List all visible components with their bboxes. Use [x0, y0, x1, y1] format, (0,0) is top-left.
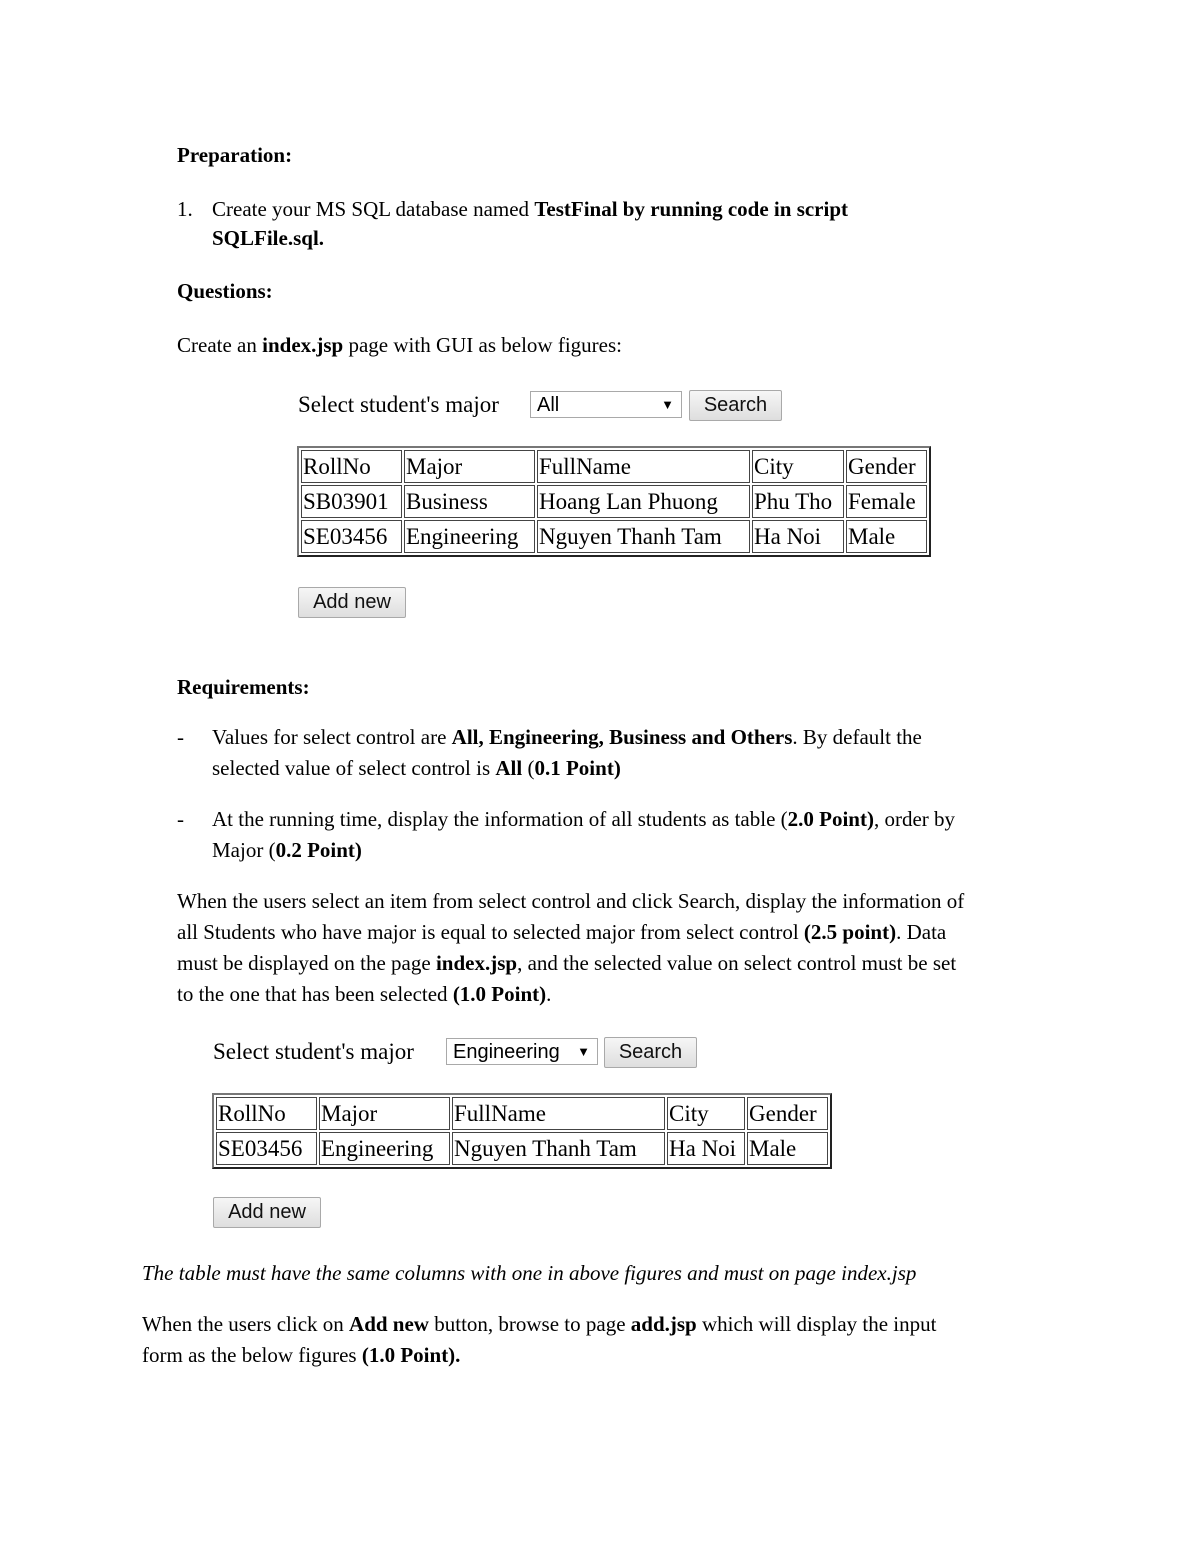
table-cell: Phu Tho	[752, 485, 844, 518]
table-cell: SE03456	[301, 520, 402, 553]
table-header-row	[301, 450, 927, 483]
add-paragraph-line-2: form as the below figures (1.0 Point).	[142, 1343, 461, 1367]
figure2-students-table	[212, 1093, 832, 1169]
requirement-1-line-2: selected value of select control is All (0.1 Point)	[212, 756, 621, 780]
table-header-cell: RollNo	[301, 450, 402, 483]
search-paragraph-line-1: When the users select an item from select control and click Search, display the information of	[177, 889, 965, 913]
add-paragraph-line-1: When the users click on Add new button, browse to page add.jsp which will display the input	[142, 1312, 937, 1336]
table-header-cell: Gender	[846, 450, 927, 483]
search-paragraph-line-4: to the one that has been selected (1.0 Point).	[177, 982, 552, 1006]
table-cell: Female	[846, 485, 927, 518]
search-paragraph-line-2: all Students who have major is equal to selected major from select control (2.5 point). Data	[177, 920, 947, 944]
table-cell: Engineering	[319, 1132, 450, 1165]
requirement-2-line-1: At the running time, display the information of all students as table (2.0 Point), order by	[212, 807, 956, 831]
table-header-cell: City	[752, 450, 844, 483]
figure2-select-value: Engineering	[453, 1041, 560, 1063]
table-cell: SE03456	[216, 1132, 317, 1165]
table-cell: Business	[404, 485, 535, 518]
requirement-bullet: -	[177, 807, 184, 831]
table-row	[301, 520, 927, 553]
figure2-select-label: Select student's major	[213, 1039, 414, 1064]
table-row	[301, 485, 927, 518]
chevron-down-icon: ▼	[661, 397, 674, 412]
requirements-heading: Requirements:	[177, 675, 310, 699]
table-cell: Engineering	[404, 520, 535, 553]
table-cell: Male	[846, 520, 927, 553]
table-header-cell: RollNo	[216, 1097, 317, 1130]
table-header-cell: FullName	[452, 1097, 665, 1130]
preparation-item-line-2: SQLFile.sql.	[212, 226, 325, 250]
table-header-cell: Major	[404, 450, 535, 483]
figure1-major-select[interactable]	[530, 391, 682, 418]
table-cell: Nguyen Thanh Tam	[452, 1132, 665, 1165]
table-cell: SB03901	[301, 485, 402, 518]
table-header-row	[216, 1097, 828, 1130]
table-row	[216, 1132, 828, 1165]
requirement-bullet: -	[177, 725, 184, 749]
figure2-search-button[interactable]: Search	[604, 1037, 697, 1068]
table-cell: Ha Noi	[752, 520, 844, 553]
figure1-select-value: All	[537, 394, 560, 416]
questions-heading: Questions:	[177, 279, 273, 303]
figure2-major-select[interactable]	[446, 1038, 598, 1065]
preparation-item-line-1: Create your MS SQL database named TestFinal by running code in script	[212, 197, 849, 221]
italic-note: The table must have the same columns with one in above figures and must on page index.jsp	[142, 1261, 917, 1285]
preparation-heading: Preparation:	[177, 143, 293, 167]
questions-text: Create an index.jsp page with GUI as below figures:	[177, 333, 622, 357]
search-paragraph-line-3: must be displayed on the page index.jsp, and the selected value on select control must be set	[177, 951, 957, 975]
table-header-cell: Major	[319, 1097, 450, 1130]
table-cell: Male	[747, 1132, 828, 1165]
requirement-2-line-2: Major (0.2 Point)	[212, 838, 362, 862]
figure1-search-button[interactable]: Search	[689, 390, 782, 421]
requirement-1-line-1: Values for select control are All, Engineering, Business and Others. By default the	[212, 725, 922, 749]
table-cell: Hoang Lan Phuong	[537, 485, 750, 518]
table-header-cell: City	[667, 1097, 745, 1130]
figure2-add-new-button[interactable]: Add new	[213, 1197, 321, 1228]
table-header-cell: Gender	[747, 1097, 828, 1130]
table-header-cell: FullName	[537, 450, 750, 483]
table-cell: Ha Noi	[667, 1132, 745, 1165]
chevron-down-icon: ▼	[577, 1044, 590, 1059]
preparation-item-number: 1.	[177, 197, 193, 221]
figure1-select-label: Select student's major	[298, 392, 499, 417]
figure1-add-new-button[interactable]: Add new	[298, 587, 406, 618]
table-cell: Nguyen Thanh Tam	[537, 520, 750, 553]
figure1-students-table	[297, 446, 931, 557]
